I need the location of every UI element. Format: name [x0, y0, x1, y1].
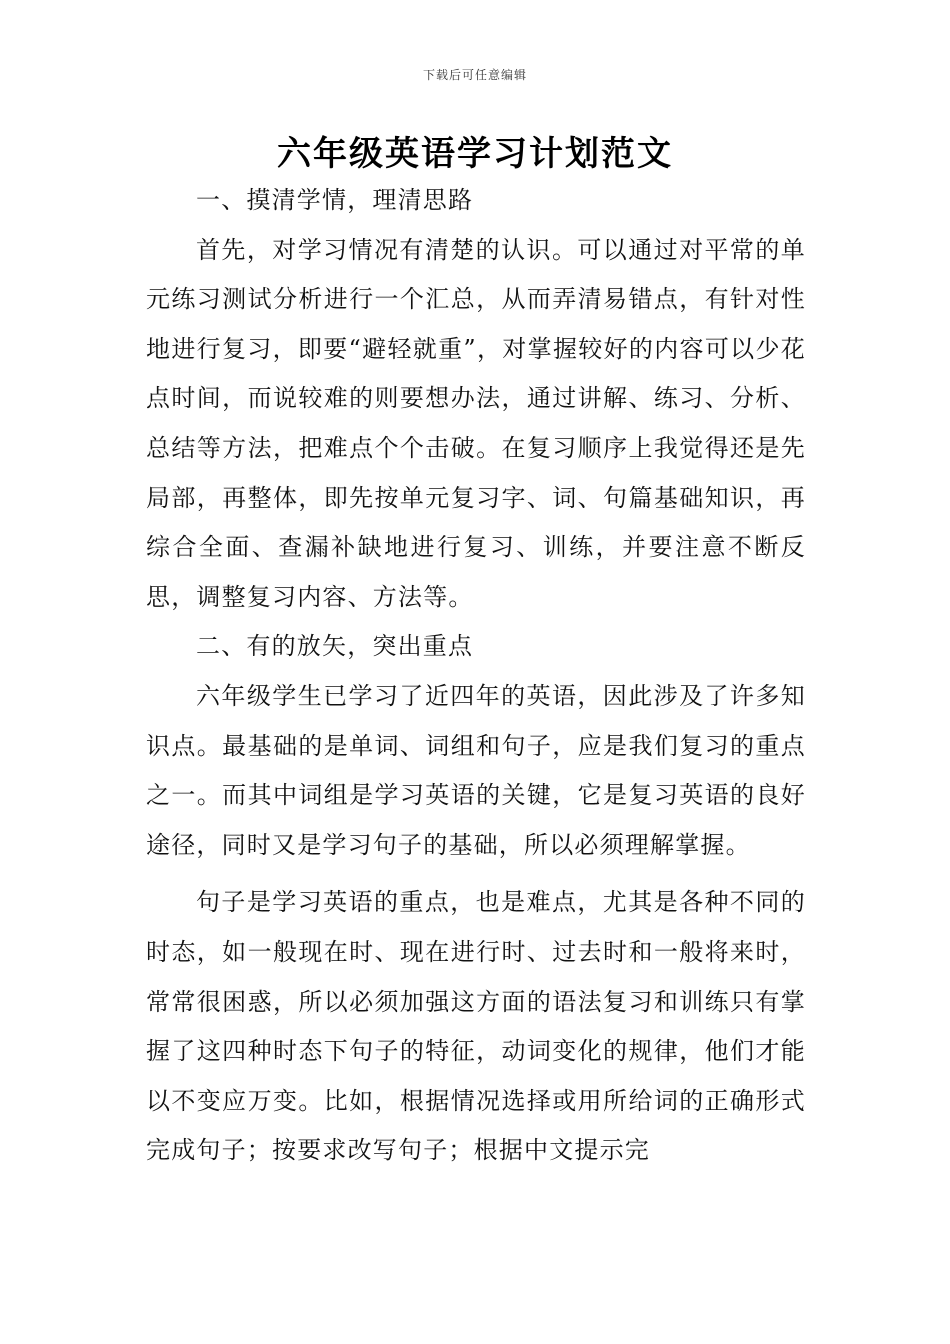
- section-heading-2: 二、有的放矢，突出重点: [196, 632, 474, 661]
- header-note: 下载后可任意编辑: [422, 68, 527, 82]
- paragraph-3: 句子是学习英语的重点，也是难点，尤其是各种不同的时态，如一般现在时、现在进行时、过去时和一般将来时，常常很困惑，所以必须加强这方面的语法复习和训练只有掌握了这四种时态下句子的特征，动词变化的规律，他们才能以不变应万变。比如，根据情况选择或用所给词的正确形式完成句子；按要求改写句子；根据中文提示完: [146, 888, 806, 1165]
- paragraph-1: 首先，对学习情况有清楚的认识。可以通过对平常的单元练习测试分析进行一个汇总，从而弄清易错点，有针对性地进行复习，即要“避轻就重”，对掌握较好的内容可以少花点时间，而说较难的则要想办法，通过讲解、练习、分析、总结等方法，把难点个个击破。在复习顺序上我觉得还是先局部，再整体，即先按单元复习字、词、句篇基础知识，再综合全面、查漏补缺地进行复习、训练，并要注意不断反思，调整复习内容、方法等。: [146, 235, 806, 611]
- page-title: 六年级英语学习计划范文: [277, 134, 673, 174]
- section-heading-1: 一、摸清学情，理清思路: [196, 186, 474, 214]
- paragraph-gap: [146, 870, 806, 878]
- document-body: [146, 176, 806, 1176]
- paragraph-2: 六年级学生已学习了近四年的英语，因此涉及了许多知识点。最基础的是单词、词组和句子，应是我们复习的重点之一。而其中词组是学习英语的关键，它是复习英语的良好途径，同时又是学习句子的基础，所以必须理解掌握。: [146, 681, 806, 859]
